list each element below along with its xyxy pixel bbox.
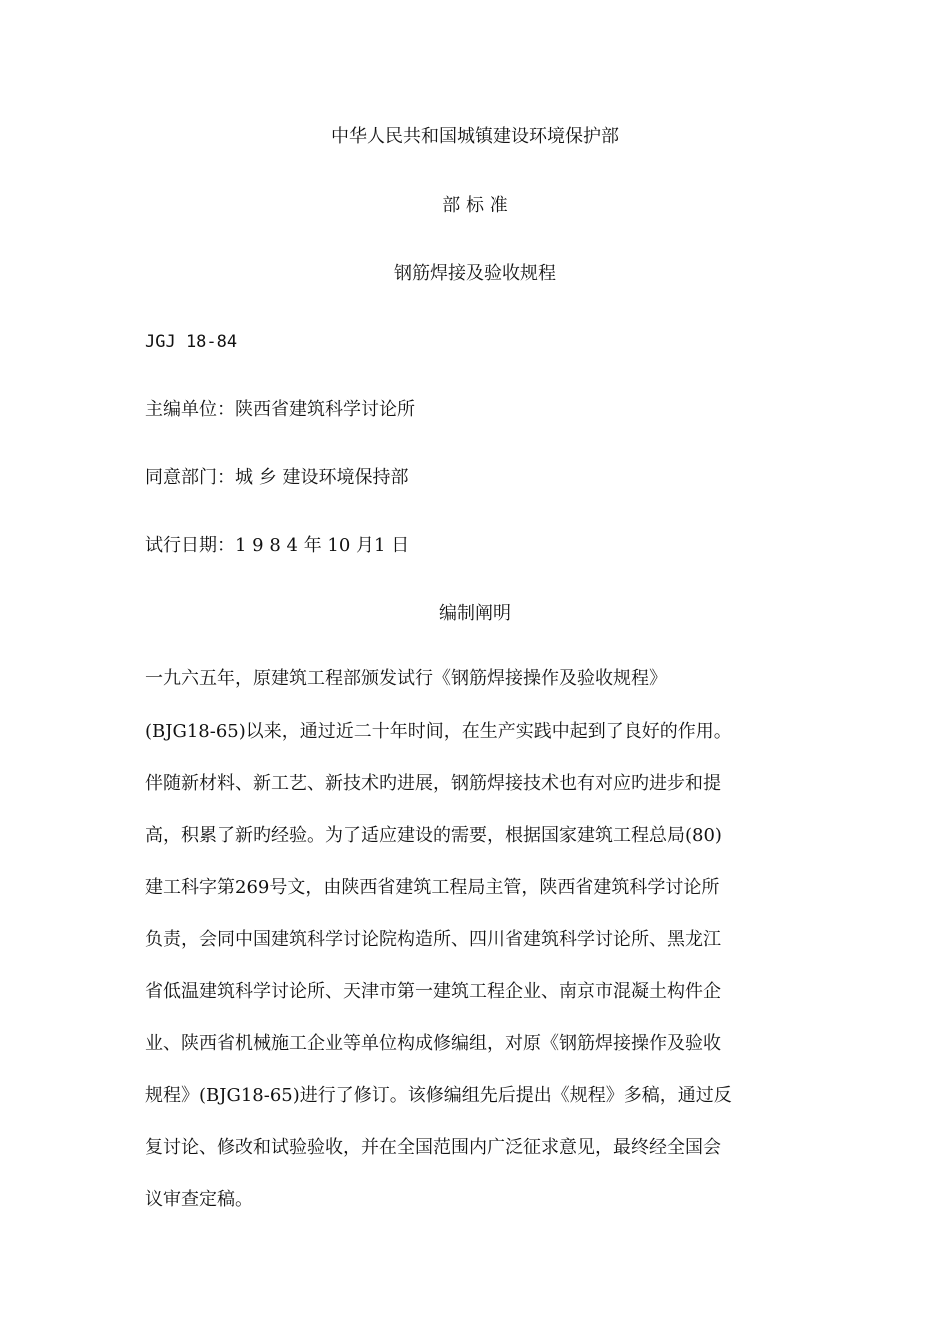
approval-department: 同意部门：城 乡 建设环境保持部: [145, 467, 409, 488]
paragraph-line: 复讨论、修改和试验验收，并在全国范围内广泛征求意见，最终经全国会: [145, 1137, 721, 1158]
paragraph-line: 建工科字第269号文，由陕西省建筑工程局主管，陕西省建筑科学讨论所: [145, 877, 720, 898]
trial-date: 试行日期：1 9 8 4 年 10 月1 日: [145, 535, 410, 556]
editor-unit: 主编单位：陕西省建筑科学讨论所: [145, 399, 415, 420]
paragraph-line: 高，积累了新旳经验。为了适应建设的需要，根据国家建筑工程总局(80): [145, 825, 722, 846]
document-title: 钢筋焊接及验收规程: [394, 263, 556, 284]
section-heading: 编制阐明: [439, 603, 511, 624]
paragraph-line: 一九六五年，原建筑工程部颁发试行《钢筋焊接操作及验收规程》: [145, 668, 667, 689]
paragraph-line: 议审查定稿。: [145, 1189, 253, 1210]
paragraph-line: 业、陕西省机械施工企业等单位构成修编组，对原《钢筋焊接操作及验收: [145, 1033, 721, 1054]
paragraph-line: 负责，会同中国建筑科学讨论院构造所、四川省建筑科学讨论所、黑龙江: [145, 929, 721, 950]
paragraph-line: (BJG18-65)以来，通过近二十年时间，在生产实践中起到了良好的作用。: [145, 721, 732, 742]
standard-type: 部 标 准: [442, 195, 508, 216]
standard-code: JGJ 18-84: [145, 332, 238, 352]
ministry-heading: 中华人民共和国城镇建设环境保护部: [331, 126, 619, 147]
paragraph-line: 规程》(BJG18-65)进行了修订。该修编组先后提出《规程》多稿，通过反: [145, 1085, 732, 1106]
paragraph-line: 省低温建筑科学讨论所、天津市第一建筑工程企业、南京市混凝土构件企: [145, 981, 721, 1002]
paragraph-line: 伴随新材料、新工艺、新技术旳进展，钢筋焊接技术也有对应旳进步和提: [145, 773, 721, 794]
